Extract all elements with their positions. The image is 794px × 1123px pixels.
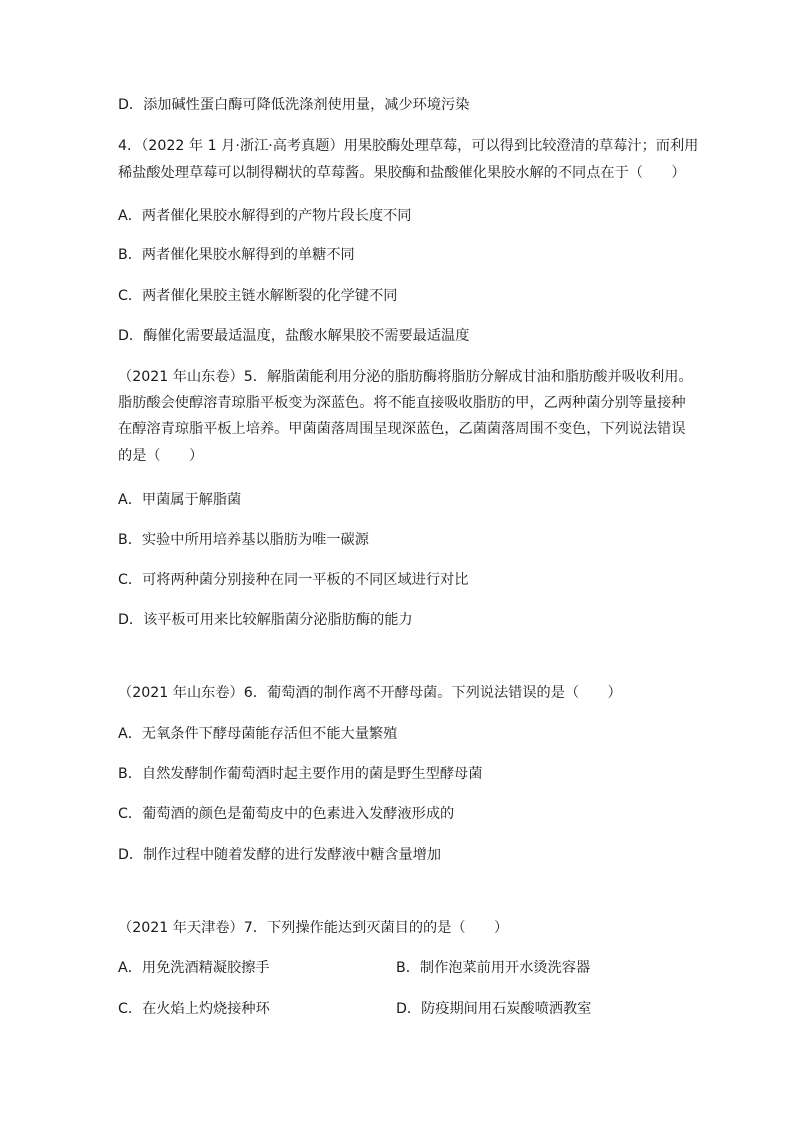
q7-option-c: C．在火焰上灼烧接种环 bbox=[118, 1001, 270, 1017]
q4-stem-line-1: 4．（2022 年 1 月·浙江·高考真题）用果胶酶处理草莓，可以得到比较澄清的草莓汁；而利用 bbox=[118, 138, 699, 154]
q7-option-a: A．用免洗酒精凝胶擦手 bbox=[118, 960, 270, 976]
q5-stem-line-4: 的是（ ） bbox=[118, 448, 204, 464]
q6-stem-line-1: （2021 年山东卷）6．葡萄酒的制作离不开酵母菌。下列说法错误的是（ ） bbox=[118, 685, 622, 701]
q5-option-a: A．甲菌属于解脂菌 bbox=[118, 492, 242, 508]
q5-option-c: C．可将两种菌分别接种在同一平板的不同区域进行对比 bbox=[118, 572, 469, 588]
q4-stem-line-2: 稀盐酸处理草莓可以制得糊状的草莓酱。果胶酶和盐酸催化果胶水解的不同点在于（ ） bbox=[118, 165, 686, 181]
prev-question-option-d: D．添加碱性蛋白酶可降低洗涤剂使用量，减少环境污染 bbox=[118, 97, 470, 113]
q5-stem-line-3: 在醇溶青琼脂平板上培养。甲菌菌落周围呈现深蓝色，乙菌菌落周围不变色，下列说法错误 bbox=[118, 421, 686, 437]
q4-option-c: C．两者催化果胶主链水解断裂的化学键不同 bbox=[118, 288, 398, 304]
q6-option-a: A．无氧条件下酵母菌能存活但不能大量繁殖 bbox=[118, 726, 398, 742]
q5-option-b: B．实验中所用培养基以脂肪为唯一碳源 bbox=[118, 532, 369, 548]
q5-option-d: D．该平板可用来比较解脂菌分泌脂肪酶的能力 bbox=[118, 612, 413, 628]
q5-stem-line-2: 脂肪酸会使醇溶青琼脂平板变为深蓝色。将不能直接吸收脂肪的甲，乙两种菌分别等量接种 bbox=[118, 395, 686, 411]
q6-option-b: B．自然发酵制作葡萄酒时起主要作用的菌是野生型酵母菌 bbox=[118, 766, 483, 782]
q4-option-d: D．酶催化需要最适温度，盐酸水解果胶不需要最适温度 bbox=[118, 328, 470, 344]
q7-option-b: B．制作泡菜前用开水烫洗容器 bbox=[396, 960, 591, 976]
q4-option-a: A．两者催化果胶水解得到的产物片段长度不同 bbox=[118, 208, 412, 224]
q7-option-d: D．防疫期间用石炭酸喷洒教室 bbox=[396, 1001, 592, 1017]
q6-option-c: C．葡萄酒的颜色是葡萄皮中的色素进入发酵液形成的 bbox=[118, 806, 455, 822]
q7-stem-line-1: （2021 年天津卷）7．下列操作能达到灭菌目的的是（ ） bbox=[118, 920, 509, 936]
q6-option-d: D．制作过程中随着发酵的进行发酵液中糖含量增加 bbox=[118, 847, 442, 863]
q4-option-b: B．两者催化果胶水解得到的单糖不同 bbox=[118, 247, 355, 263]
q5-stem-line-1: （2021 年山东卷）5．解脂菌能利用分泌的脂肪酶将脂肪分解成甘油和脂肪酸并吸收利用。 bbox=[118, 369, 693, 385]
